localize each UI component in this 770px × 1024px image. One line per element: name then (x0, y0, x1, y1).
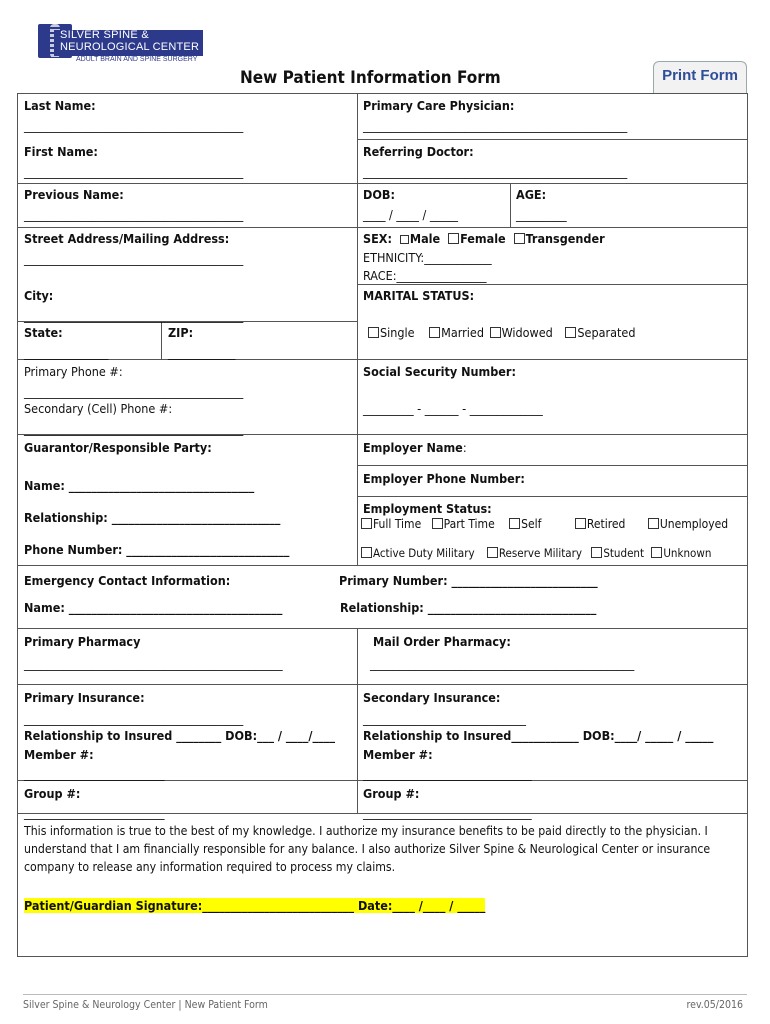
last-name-label: Last Name: (24, 98, 96, 113)
logo-line-2: NEUROLOGICAL CENTER (60, 41, 200, 53)
ssn-label: Social Security Number: (363, 364, 516, 379)
full-time-checkbox[interactable] (361, 518, 372, 529)
last-name-field[interactable]: _______________________________________ (24, 118, 244, 133)
part-time-checkbox[interactable] (432, 518, 443, 529)
unemployed-label: Unemployed (659, 517, 729, 531)
married-checkbox[interactable] (429, 327, 440, 338)
guarantor-phone-field[interactable]: Phone Number: _____________________________ (24, 542, 290, 557)
signature-date-field[interactable]: Patient/Guardian Signature:___________________________ Date:____ /____ / _____ (24, 898, 486, 913)
dob-field[interactable]: ____ / ____ / _____ (363, 207, 458, 222)
consent-line-3: company to release any information required to process my claims. (24, 860, 396, 874)
employment-options-row1 (361, 517, 728, 532)
previous-name-field[interactable]: _______________________________________ (24, 207, 244, 222)
state-label: State: (24, 325, 63, 340)
reserve-military-checkbox[interactable] (487, 547, 498, 558)
full-time-label: Full Time (373, 517, 422, 531)
guarantor-label: Guarantor/Responsible Party: (24, 440, 212, 455)
logo-line-1: SILVER SPINE & (60, 29, 149, 41)
guarantor-name-field[interactable]: Name: _________________________________ (24, 478, 255, 493)
mail-order-pharmacy-label: Mail Order Pharmacy: (373, 634, 511, 649)
retired-label: Retired (586, 517, 626, 531)
ethnicity-field[interactable]: ETHNICITY:____________ (363, 250, 492, 265)
marital-options (368, 325, 635, 340)
guarantor-relationship-field[interactable]: Relationship: ______________________________ (24, 510, 281, 525)
pcp-label: Primary Care Physician: (363, 98, 515, 113)
state-field[interactable]: _______________ (24, 345, 109, 360)
ssn-field[interactable]: _________ - ______ - _____________ (363, 401, 543, 416)
employment-options-row2 (361, 546, 711, 561)
employment-status-label: Employment Status: (363, 501, 492, 516)
secondary-insurance-field[interactable]: _____________________________ (363, 711, 527, 726)
employer-name-label: Employer Name: (363, 440, 467, 455)
male-checkbox[interactable] (400, 235, 409, 244)
logo (38, 20, 203, 64)
page-title: New Patient Information Form (240, 68, 501, 88)
consent-line-1: This information is true to the best of my knowledge. I authorize my insurance benefits to be paid directly to the physician. I (24, 824, 708, 838)
secondary-group-field[interactable]: ______________________________ (363, 805, 532, 820)
address-field[interactable]: _______________________________________ (24, 251, 244, 266)
pcp-field[interactable]: _______________________________________________ (363, 118, 628, 133)
age-field[interactable]: _________ (516, 207, 567, 222)
primary-member-label: Member #: (24, 747, 94, 762)
self-label: Self (521, 517, 542, 531)
secondary-phone-field[interactable]: _______________________________________ (24, 421, 244, 436)
part-time-label: Part Time (443, 517, 495, 531)
female-label: Female (460, 231, 506, 246)
city-field[interactable]: _______________________________________ (24, 308, 244, 323)
single-label: Single (380, 325, 415, 340)
mail-order-pharmacy-field[interactable]: _______________________________________________ (370, 656, 635, 671)
secondary-group-label: Group #: (363, 786, 420, 801)
active-duty-label: Active Duty Military (373, 546, 475, 560)
retired-checkbox[interactable] (575, 518, 586, 529)
print-form-button[interactable]: Print Form (653, 61, 747, 93)
secondary-insurance-label: Secondary Insurance: (363, 690, 501, 705)
secondary-phone-label: Secondary (Cell) Phone #: (24, 401, 173, 416)
widowed-label: Widowed (501, 325, 553, 340)
primary-group-field[interactable]: _________________________ (24, 805, 165, 820)
female-checkbox[interactable] (448, 233, 459, 244)
sex-label: SEX: (363, 231, 392, 246)
self-checkbox[interactable] (509, 518, 520, 529)
primary-relationship-dob-field[interactable]: Relationship to Insured ________ DOB:___ / ____/____ (24, 728, 335, 743)
emergency-relationship-field[interactable]: Relationship: ______________________________ (340, 600, 597, 615)
male-label: Male (409, 231, 441, 246)
widowed-checkbox[interactable] (490, 327, 501, 338)
sex-row (363, 231, 605, 246)
separated-checkbox[interactable] (565, 327, 576, 338)
first-name-field[interactable]: _______________________________________ (24, 164, 244, 179)
transgender-checkbox[interactable] (514, 233, 525, 244)
dob-label: DOB: (363, 187, 395, 202)
footer-left: Silver Spine & Neurology Center | New Patient Form (23, 999, 268, 1011)
age-label: AGE: (516, 187, 547, 202)
unknown-checkbox[interactable] (651, 547, 662, 558)
primary-insurance-label: Primary Insurance: (24, 690, 145, 705)
transgender-label: Transgender (525, 231, 605, 246)
primary-pharmacy-field[interactable]: ______________________________________________ (24, 656, 283, 671)
zip-field[interactable]: ____________ (168, 345, 236, 360)
first-name-label: First Name: (24, 144, 98, 159)
secondary-member-label: Member #: (363, 747, 433, 762)
active-duty-checkbox[interactable] (361, 547, 372, 558)
previous-name-label: Previous Name: (24, 187, 124, 202)
emergency-name-field[interactable]: Name: ______________________________________ (24, 600, 283, 615)
secondary-relationship-dob-field[interactable]: Relationship to Insured____________ DOB:____/ _____ / _____ (363, 728, 714, 743)
student-label: Student (603, 546, 645, 560)
race-field[interactable]: RACE:________________ (363, 268, 487, 283)
emergency-contact-label: Emergency Contact Information: (24, 573, 231, 588)
primary-insurance-field[interactable]: _______________________________________ (24, 711, 244, 726)
consent-line-2: understand that I am financially responsible for any balance. I also authorize Silver Spine & Neurological Center or insurance (24, 842, 711, 856)
city-label: City: (24, 288, 54, 303)
referring-doctor-field[interactable]: _______________________________________________ (363, 164, 628, 179)
primary-phone-label: Primary Phone #: (24, 364, 123, 379)
reserve-military-label: Reserve Military (498, 546, 583, 560)
footer (23, 994, 747, 1011)
unknown-label: Unknown (663, 546, 712, 560)
referring-doctor-label: Referring Doctor: (363, 144, 474, 159)
separated-label: Separated (577, 325, 636, 340)
student-checkbox[interactable] (591, 547, 602, 558)
primary-member-field[interactable]: _________________________ (24, 766, 165, 781)
unemployed-checkbox[interactable] (648, 518, 659, 529)
primary-pharmacy-label: Primary Pharmacy (24, 634, 141, 649)
address-label: Street Address/Mailing Address: (24, 231, 230, 246)
married-label: Married (441, 325, 484, 340)
logo-tagline: ADULT BRAIN AND SPINE SURGERY (76, 56, 198, 63)
footer-revision: rev.05/2016 (686, 999, 743, 1011)
emergency-primary-number-field[interactable]: Primary Number: __________________________ (339, 573, 598, 588)
employer-phone-label: Employer Phone Number: (363, 471, 525, 486)
zip-label: ZIP: (168, 325, 194, 340)
single-checkbox[interactable] (368, 327, 379, 338)
primary-group-label: Group #: (24, 786, 81, 801)
marital-status-label: MARITAL STATUS: (363, 288, 475, 303)
secondary-member-field[interactable]: ______________________________ (363, 766, 532, 781)
primary-phone-field[interactable]: _______________________________________ (24, 384, 244, 399)
